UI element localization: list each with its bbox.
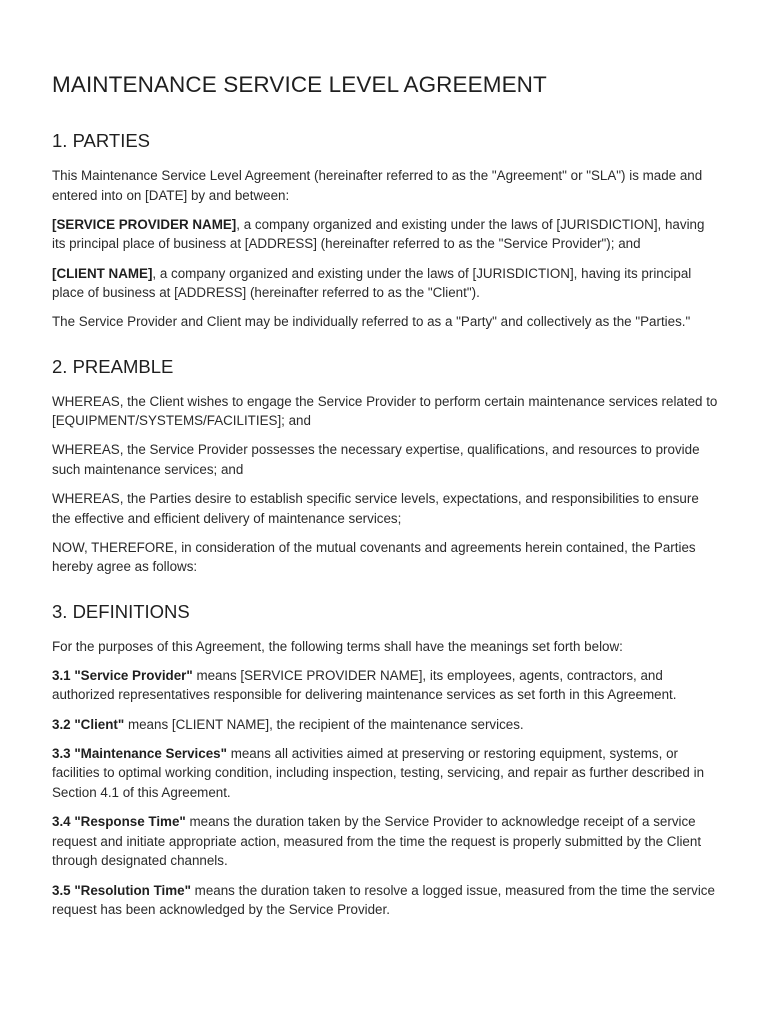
paragraph: This Maintenance Service Level Agreement (hereinafter referred to as the "Agreement" or "SLA") is made and entered into on [DATE] by and between: — [52, 168, 703, 203]
bold-lead: 3.5 "Resolution Time" — [52, 882, 191, 898]
bold-lead: 3.4 "Response Time" — [52, 814, 186, 830]
section-heading: 1. PARTIES — [52, 130, 151, 151]
section-preamble — [52, 354, 718, 578]
bold-lead: [CLIENT NAME] — [52, 265, 153, 281]
paragraph: The Service Provider and Client may be individually referred to as a "Party" and collectively as the "Parties." — [52, 314, 691, 330]
section-heading: 2. PREAMBLE — [52, 355, 174, 377]
section-heading: 3. DEFINITIONS — [52, 600, 190, 622]
paragraph: WHEREAS, the Service Provider possesses the necessary expertise, qualifications, and resources to provide such maintenance services; and — [52, 442, 700, 477]
definition-item: 3.5 "Resolution Time" means the duration taken to resolve a logged issue, measured from the time the service request has been acknowledged by the Service Provider. — [52, 882, 715, 918]
paragraph: [CLIENT NAME], a company organized and existing under the laws of [JURISDICTION], having its principal place of business at [ADDRESS] (hereinafter referred to as the "Client"). — [52, 265, 692, 301]
bold-lead: 3.2 "Client" — [52, 716, 125, 732]
bold-lead: 3.1 "Service Provider" — [52, 667, 193, 683]
definition-item: 3.1 "Service Provider" means [SERVICE PROVIDER NAME], its employees, agents, contractors, and authorized representatives responsible for delivering maintenance services as set forth in this Agreement. — [52, 667, 677, 703]
definition-item: 3.3 "Maintenance Services" means all activities aimed at preserving or restoring equipment, systems, or facilities to optimal working condition, including inspection, testing, servicing, and repair as further described in Section 4.1 of this Agreement. — [52, 745, 705, 800]
definition-item: 3.2 "Client" means [CLIENT NAME], the recipient of the maintenance services. — [52, 716, 524, 732]
document-title: MAINTENANCE SERVICE LEVEL AGREEMENT — [52, 72, 547, 97]
paragraph: [SERVICE PROVIDER NAME], a company organized and existing under the laws of [JURISDICTION], having its principal place of business at [ADDRESS] (hereinafter referred to as the "Service Provider"); and — [52, 216, 705, 252]
section-definitions — [52, 599, 718, 920]
paragraph: WHEREAS, the Client wishes to engage the Service Provider to perform certain maintenance services related to [EQUIPMENT/SYSTEMS/FACILITIES]; and — [52, 393, 718, 429]
definition-item: 3.4 "Response Time" means the duration taken by the Service Provider to acknowledge receipt of a service request and initiate appropriate action, measured from the time the request is properly submitted by the Client through designated channels. — [52, 814, 702, 869]
paragraph: WHEREAS, the Parties desire to establish specific service levels, expectations, and responsibilities to ensure the effective and efficient delivery of maintenance services; — [52, 491, 699, 526]
paragraph: For the purposes of this Agreement, the following terms shall have the meanings set forth below: — [52, 638, 623, 654]
bold-lead: [SERVICE PROVIDER NAME] — [52, 216, 237, 232]
section-parties — [52, 128, 718, 332]
paragraph: NOW, THEREFORE, in consideration of the mutual covenants and agreements herein contained, the Parties hereby agree as follows: — [52, 539, 696, 575]
bold-lead: 3.3 "Maintenance Services" — [52, 745, 227, 761]
